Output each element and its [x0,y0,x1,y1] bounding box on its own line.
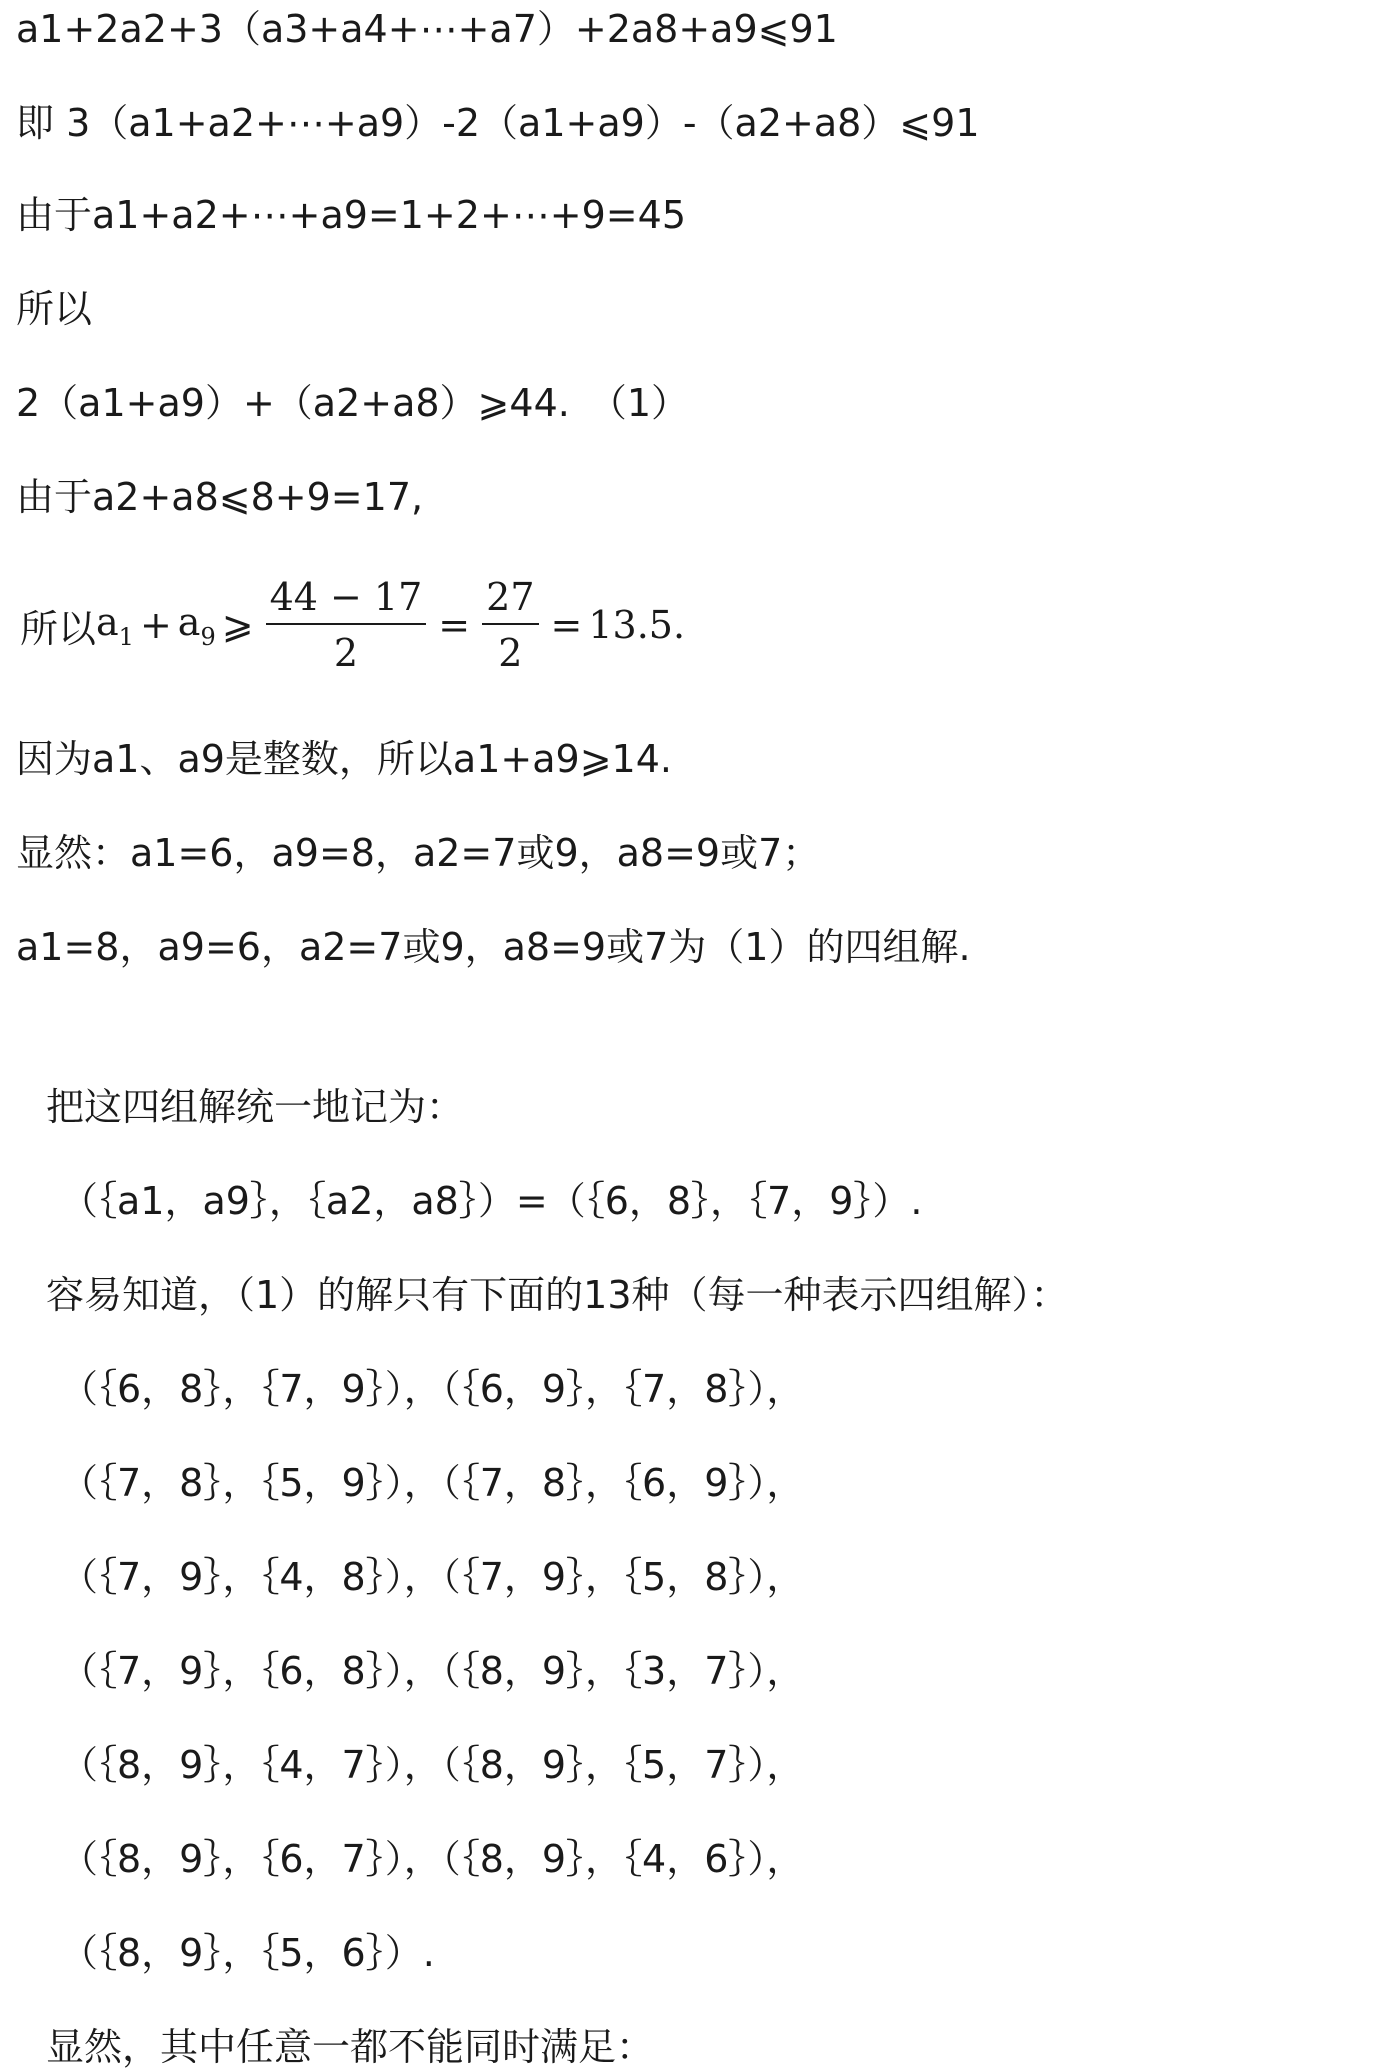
equation-line-1: a1+2a2+3（a3+a4+⋯+a7）+2a8+a9⩽91 [16,7,838,51]
solution-pairs-row: （｛7，8｝，｛5，9｝），（｛7，8｝，｛6，9｝）， [60,1461,805,1505]
final-remark: 显然，其中任意一都不能同时满足： [46,2025,655,2069]
fraction-1-numerator: 44 − 17 [266,575,427,625]
equation-line-6: 由于a2+a8⩽8+9=17, [16,475,424,519]
fraction-1-denominator: 2 [333,631,359,675]
equals-sign-1: = [438,603,471,647]
fraction-2-numerator: 27 [482,575,538,625]
solutions-line-1: 显然：a1=6，a9=8，a2=7或9，a8=9或7； [16,831,821,875]
var-a9: $a_9$ [177,599,216,651]
solution-pairs-row: （｛7，9｝，｛4，8｝），（｛7，9｝，｛5，8｝）， [60,1555,805,1599]
plus-sign: + [139,603,172,647]
solution-pairs-row: （｛8，9｝，｛6，7｝），（｛8，9｝，｛4，6｝）， [60,1837,805,1881]
unified-notation: （｛a1，a9｝，｛a2，a8｝）=（｛6，8｝，｛7，9｝）. [60,1179,923,1223]
fraction-prefix: 所以 [20,606,97,651]
fraction-line [20,570,685,680]
solution-pairs-row: （｛8，9｝，｛4，7｝），（｛8，9｝，｛5，7｝）， [60,1743,805,1787]
fraction-2 [482,575,538,675]
geq-sign: ⩾ [221,603,254,647]
integer-conclusion: 因为a1、a9是整数，所以a1+a9⩾14. [16,737,672,781]
var-a1: $a_1$ [96,599,134,651]
solutions-line-2: a1=8，a9=6，a2=7或9，a8=9或7为（1）的四组解. [16,925,971,969]
fraction-2-denominator: 2 [498,631,523,675]
solution-pairs-row: （｛6，8｝，｛7，9｝），（｛6，9｝，｛7，8｝）， [60,1367,805,1411]
fraction-1 [266,575,427,675]
equation-line-3: 由于a1+a2+⋯+a9=1+2+⋯+9=45 [16,193,686,237]
text-line-therefore: 所以 [16,287,93,331]
equation-line-2: 即 3（a1+a2+⋯+a9）-2（a1+a9）-（a2+a8）⩽91 [16,101,980,145]
inequality-1: 2（a1+a9）+（a2+a8）⩾44. （1） [16,381,689,425]
equals-sign-2: = [550,603,583,647]
unified-notation-intro: 把这四组解统一地记为： [46,1085,465,1129]
fraction-result: 13.5. [588,603,686,647]
thirteen-solutions-intro: 容易知道，（1）的解只有下面的13种（每一种表示四组解）： [46,1273,1069,1317]
solution-pairs-row: （｛7，9｝，｛6，8｝），（｛8，9｝，｛3，7｝）， [60,1649,805,1693]
solution-pairs-row: （｛8，9｝，｛5，6｝）. [60,1931,435,1975]
